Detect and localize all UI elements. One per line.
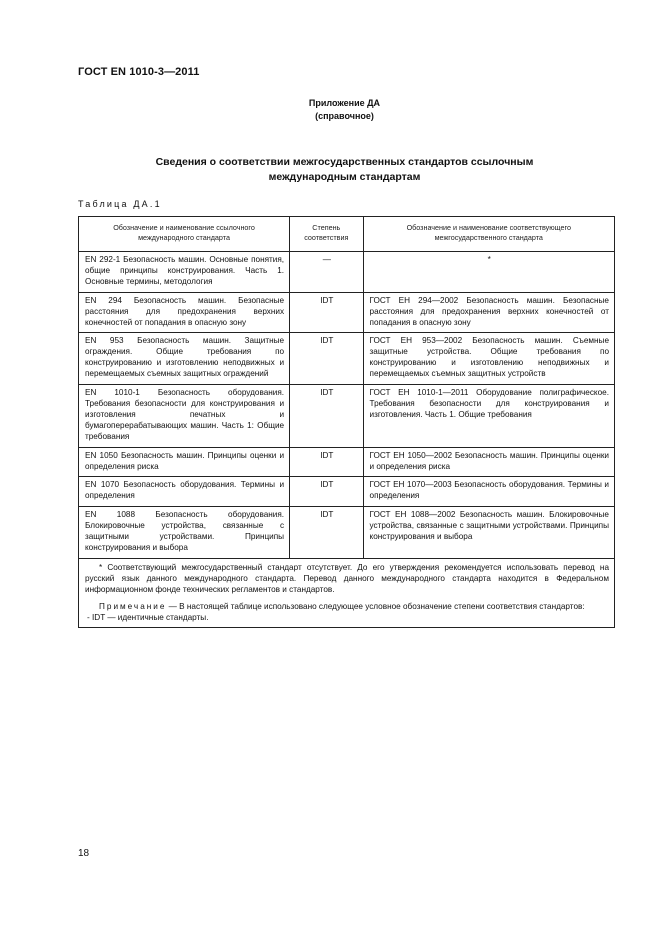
- table-row: [79, 385, 615, 448]
- cell-degree: IDT: [290, 447, 363, 477]
- section-title-line-2: международным стандартам: [268, 171, 421, 183]
- table-row: [79, 252, 615, 293]
- cell-degree: IDT: [290, 333, 363, 385]
- correspondence-table: [78, 216, 615, 628]
- note-label: Примечание: [99, 601, 167, 611]
- table-row: [79, 333, 615, 385]
- table-row: [79, 292, 615, 333]
- table-notes: [79, 558, 615, 627]
- annex-heading: [0, 97, 661, 123]
- note-list-item: - IDT — идентичные стандарты.: [87, 612, 209, 622]
- cell-degree: —: [290, 252, 363, 293]
- header-national-standard: Обозначение и наименование соответствующего межгосударственного стандарта: [363, 217, 614, 252]
- table-note-row: [79, 558, 615, 627]
- cell-degree: IDT: [290, 385, 363, 448]
- cell-intl-standard: EN 953 Безопасность машин. Защитные ограждения. Общие требования по конструированию и изготовлению неподвижных и перемещаемых съемных защитных ограждений: [79, 333, 290, 385]
- cell-degree: IDT: [290, 477, 363, 507]
- table-row: [79, 477, 615, 507]
- cell-national-standard: ГОСТ ЕН 1050—2002 Безопасность машин. Принципы оценки и определения риска: [363, 447, 614, 477]
- document-header: ГОСТ EN 1010-3—2011: [78, 66, 200, 78]
- cell-intl-standard: EN 292-1 Безопасность машин. Основные понятия, общие принципы конструирования. Часть 1. Основные термины, методология: [79, 252, 290, 293]
- table-note: [85, 601, 609, 612]
- cell-national-standard: ГОСТ ЕН 1088—2002 Безопасность машин. Блокировочные устройства, связанные с защитными устройствами. Принципы конструирования и выбора: [363, 507, 614, 559]
- cell-intl-standard: EN 294 Безопасность машин. Безопасные расстояния для предохранения верхних конечностей от попадания в опасную зону: [79, 292, 290, 333]
- table-row: [79, 507, 615, 559]
- table-row: [79, 447, 615, 477]
- cell-degree: IDT: [290, 507, 363, 559]
- table-header-row: [79, 217, 615, 252]
- header-degree: Степень соответствия: [290, 217, 363, 252]
- section-title: [0, 155, 661, 185]
- cell-national-standard: ГОСТ ЕН 953—2002 Безопасность машин. Съемные защитные устройства. Общие требования по конструированию и изготовлению неподвижных и перемещаемых съемных защитных устройств: [363, 333, 614, 385]
- cell-national-standard: ГОСТ ЕН 294—2002 Безопасность машин. Безопасные расстояния для предохранения верхних конечностей от попадания в опасную зону: [363, 292, 614, 333]
- annex-title: Приложение ДА: [308, 98, 381, 108]
- cell-intl-standard: EN 1050 Безопасность машин. Принципы оценки и определения риска: [79, 447, 290, 477]
- table-caption: Таблица ДА.1: [78, 199, 162, 209]
- cell-degree: IDT: [290, 292, 363, 333]
- note-text: — В настоящей таблице использовано следующее условное обозначение степени соответствия стандартов:: [168, 601, 585, 611]
- cell-intl-standard: EN 1010-1 Безопасность оборудования. Требования безопасности для конструирования и изготовления печатных и бумагоперерабатывающих машин. Часть 1: Общие требования: [79, 385, 290, 448]
- page-number: 18: [78, 848, 90, 859]
- cell-intl-standard: EN 1088 Безопасность оборудования. Блокировочные устройства, связанные с защитными устройствами. Принципы конструирования и выбора: [79, 507, 290, 559]
- cell-national-standard: ГОСТ ЕН 1070—2003 Безопасность оборудования. Термины и определения: [363, 477, 614, 507]
- section-title-line-1: Сведения о соответствии межгосударственных стандартов ссылочным: [155, 156, 534, 168]
- header-intl-standard: Обозначение и наименование ссылочного международного стандарта: [79, 217, 290, 252]
- table-footnote: * Соответствующий межгосударственный стандарт отсутствует. До его утверждения рекомендуется использовать перевод на русский язык данного международного стандарта. Перевод данного международного стандарта находится в Федеральном информационном фонде технических регламентов и стандартов.: [85, 562, 609, 594]
- cell-national-standard: *: [363, 252, 614, 293]
- cell-intl-standard: EN 1070 Безопасность оборудования. Термины и определения: [79, 477, 290, 507]
- annex-subtitle: (справочное): [315, 111, 374, 121]
- cell-national-standard: ГОСТ ЕН 1010-1—2011 Оборудование полиграфическое. Требования безопасности для конструирования и изготовления. Часть 1. Общие требования: [363, 385, 614, 448]
